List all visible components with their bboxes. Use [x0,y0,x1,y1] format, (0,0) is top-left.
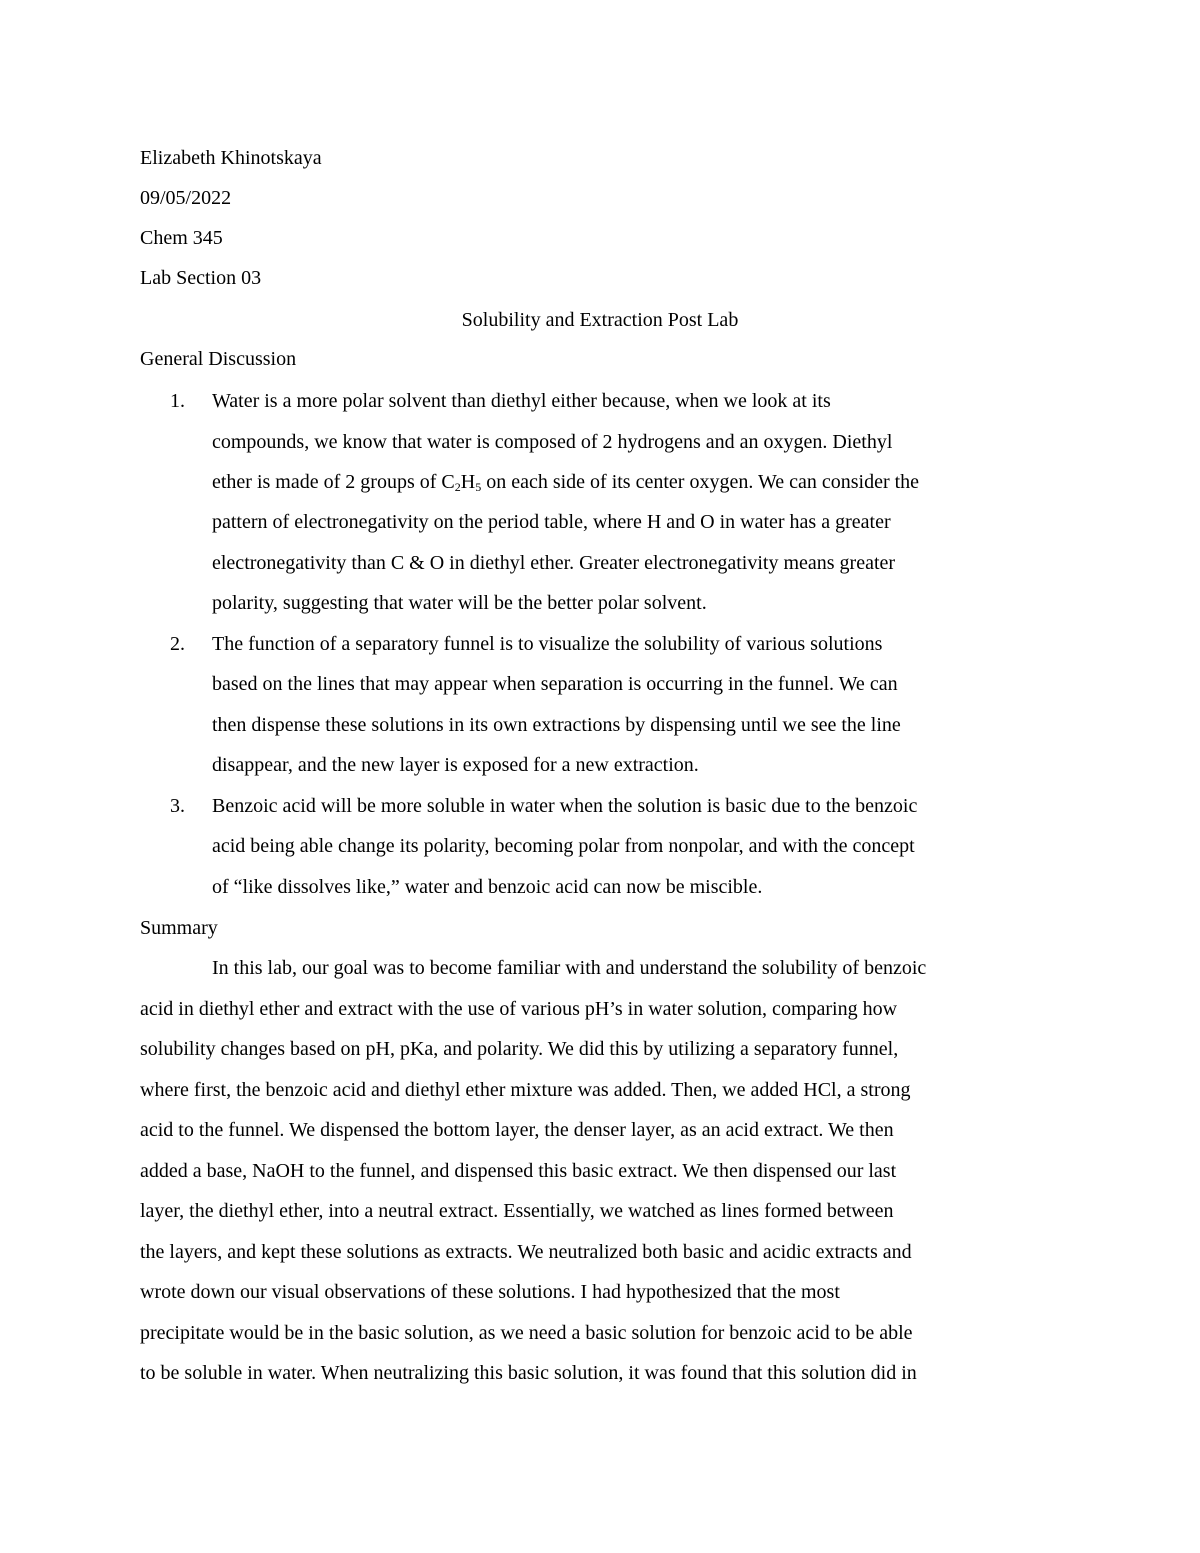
item-line: electronegativity than C & O in diethyl ether. Greater electronegativity means greater [212,552,896,574]
item-line: disappear, and the new layer is exposed for a new extraction. [212,754,699,776]
paragraph-line: the layers, and kept these solutions as extracts. We neutralized both basic and acidic extracts and [140,1241,912,1263]
document-title: Solubility and Extraction Post Lab [461,309,739,331]
item-number: 3. [170,795,185,817]
formula-subscript: 5 [475,480,482,494]
formula-subscript: 2 [454,480,461,494]
paragraph-line: to be soluble in water. When neutralizing this basic solution, it was found that this solution did in [140,1362,917,1384]
paragraph-line: In this lab, our goal was to become familiar with and understand the solubility of benzoic [212,957,927,979]
item-line-formula [212,470,919,494]
paragraph-line: solubility changes based on pH, pKa, and polarity. We did this by utilizing a separatory funnel, [140,1038,899,1060]
general-discussion-heading: General Discussion [140,348,297,370]
item-line: Water is a more polar solvent than diethyl either because, when we look at its [212,390,831,412]
item-line-text: on each side of its center oxygen. We can consider the [481,471,920,493]
paragraph-line: layer, the diethyl ether, into a neutral extract. Essentially, we watched as lines formed between [140,1200,894,1222]
paragraph-line: added a base, NaOH to the funnel, and dispensed this basic extract. We then dispensed our last [140,1160,897,1182]
item-line: based on the lines that may appear when separation is occurring in the funnel. We can [212,673,898,695]
item-line: then dispense these solutions in its own extractions by dispensing until we see the line [212,714,901,736]
course-name: Chem 345 [140,227,223,249]
item-line: Benzoic acid will be more soluble in water when the solution is basic due to the benzoic [212,795,918,817]
item-line: The function of a separatory funnel is to visualize the solubility of various solutions [212,633,883,655]
item-line: compounds, we know that water is composed of 2 hydrogens and an oxygen. Diethyl [212,431,893,453]
author-name: Elizabeth Khinotskaya [140,147,322,169]
formula-element: H [460,471,476,493]
paragraph-line: acid to the funnel. We dispensed the bottom layer, the denser layer, as an acid extract. We then [140,1119,894,1141]
item-line-text: ether is made of 2 groups of C [212,471,455,493]
item-line: pattern of electronegativity on the period table, where H and O in water has a greater [212,511,891,533]
item-number: 2. [170,633,185,655]
item-line: polarity, suggesting that water will be the better polar solvent. [212,592,707,614]
lab-section: Lab Section 03 [140,267,262,289]
item-line: acid being able change its polarity, becoming polar from nonpolar, and with the concept [212,835,915,857]
paragraph-line: wrote down our visual observations of these solutions. I had hypothesized that the most [140,1281,840,1303]
item-line: of “like dissolves like,” water and benzoic acid can now be miscible. [212,876,763,898]
paragraph-line: precipitate would be in the basic solution, as we need a basic solution for benzoic acid to be able [140,1322,913,1344]
paragraph-line: where first, the benzoic acid and diethyl ether mixture was added. Then, we added HCl, a strong [140,1079,911,1101]
item-number: 1. [170,390,185,412]
report-date: 09/05/2022 [140,187,232,209]
summary-heading: Summary [140,917,218,939]
paragraph-line: acid in diethyl ether and extract with the use of various pH’s in water solution, comparing how [140,998,898,1020]
